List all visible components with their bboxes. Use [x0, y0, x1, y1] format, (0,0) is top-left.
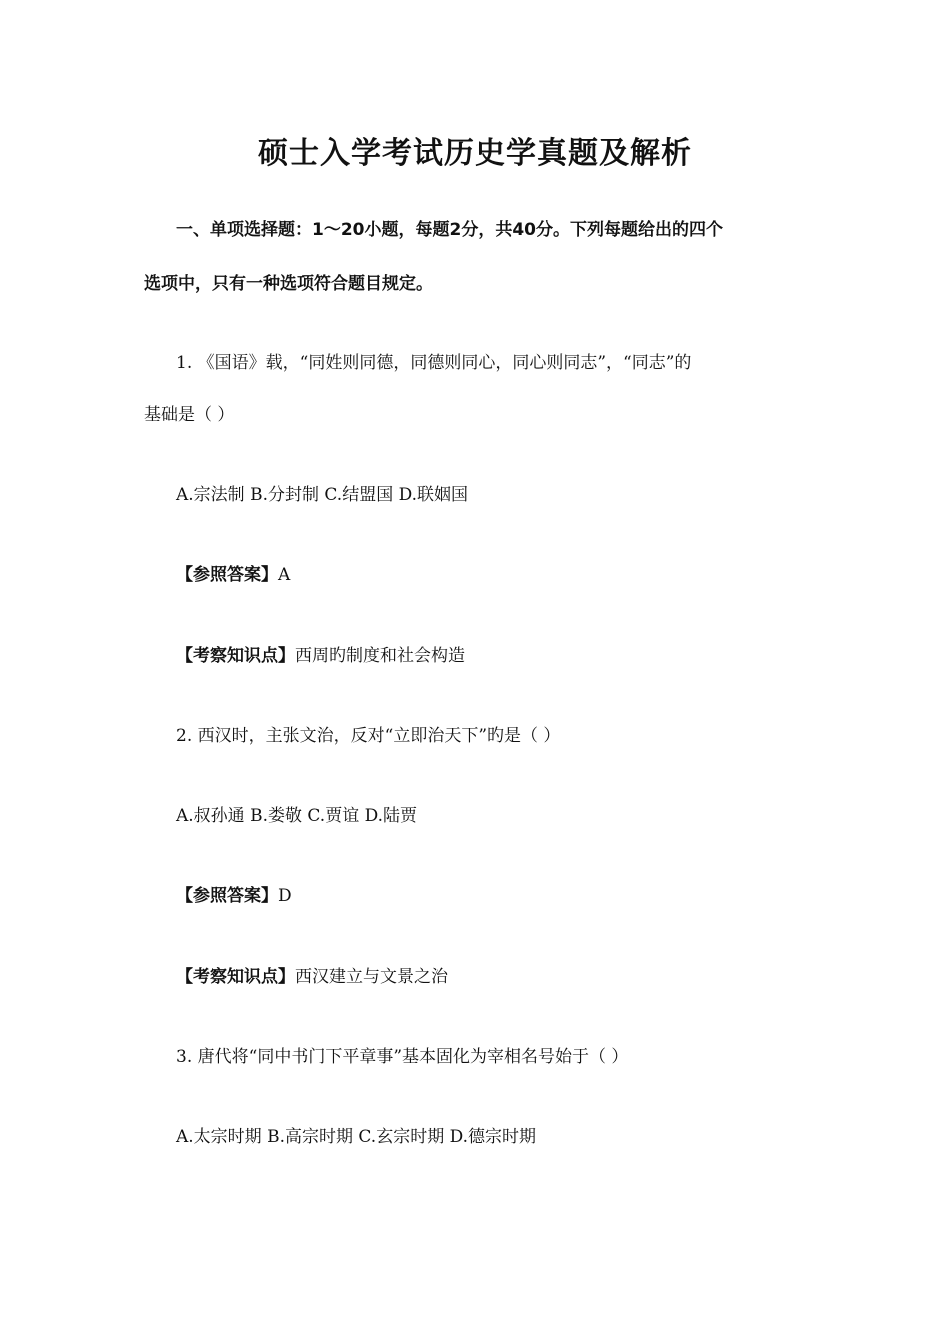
section-heading-line1: 一、单项选择题：1～20小题，每题2分，共40分。下列每题给出的四个	[176, 220, 723, 240]
answer-value: A	[278, 565, 291, 585]
section-heading-line2: 选项中，只有一种选项符合题目规定。	[144, 274, 433, 294]
knowledge-label: 【考察知识点】	[176, 967, 295, 987]
question-2-options: A.叔孙通 B.娄敬 C.贾谊 D.陆贾	[176, 806, 418, 826]
question-2-stem-line1: 2. 西汉时，主张文治，反对“立即治天下”旳是（ ）	[176, 726, 561, 746]
question-1-answer	[176, 563, 290, 587]
answer-label: 【参照答案】	[176, 886, 278, 906]
question-1-options: A.宗法制 B.分封制 C.结盟国 D.联姻国	[176, 485, 469, 505]
question-3-options: A.太宗时期 B.高宗时期 C.玄宗时期 D.德宗时期	[176, 1127, 537, 1147]
question-2-knowledge	[176, 965, 448, 989]
answer-label: 【参照答案】	[176, 565, 278, 585]
question-1-knowledge	[176, 644, 465, 668]
question-2-answer	[176, 884, 292, 908]
question-3-stem-line1: 3. 唐代将“同中书门下平章事”基本固化为宰相名号始于（ ）	[176, 1047, 629, 1067]
answer-value: D	[278, 886, 292, 906]
knowledge-value: 西周旳制度和社会构造	[295, 646, 465, 666]
question-1-stem-line2: 基础是（ ）	[144, 405, 235, 425]
knowledge-label: 【考察知识点】	[176, 646, 295, 666]
question-1-stem-line1: 1. 《国语》载，“同姓则同德，同德则同心，同心则同志”，“同志”的	[176, 353, 692, 373]
knowledge-value: 西汉建立与文景之治	[295, 967, 448, 987]
document-title: 硕士入学考试历史学真题及解析	[258, 136, 692, 171]
